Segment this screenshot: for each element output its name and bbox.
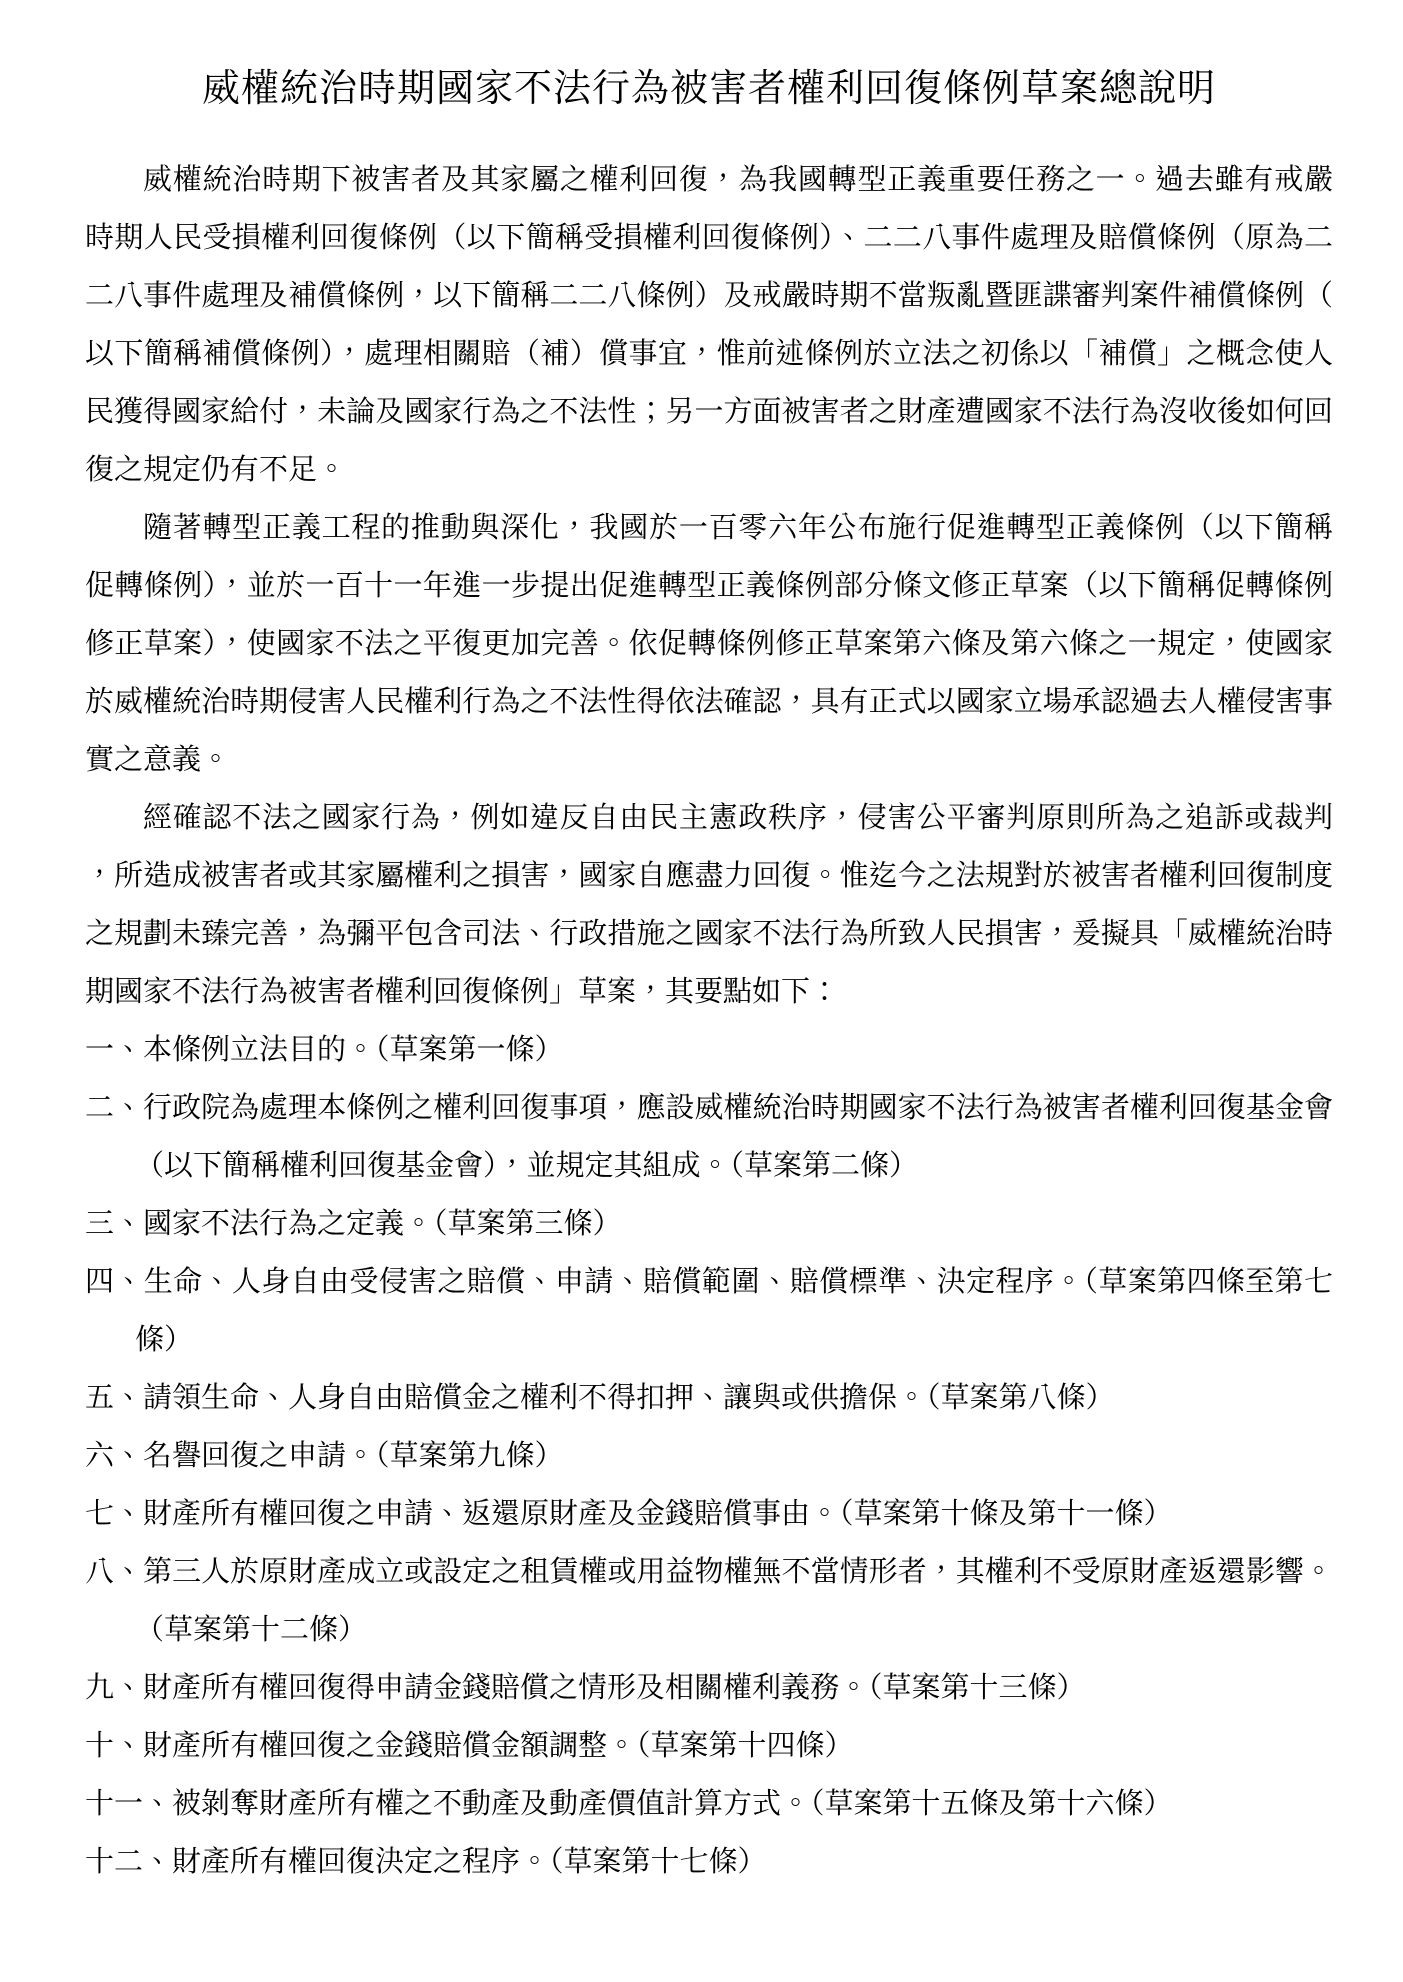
- key-point-item: [85, 1079, 1333, 1195]
- key-point-item: [85, 1775, 1333, 1833]
- paragraph-line: 實之意義。: [85, 744, 231, 776]
- paragraph-line: 二八事件處理及補償條例，以下簡稱二二八條例）及戒嚴時期不當叛亂暨匪諜審判案件補償條例（: [85, 280, 1333, 312]
- key-point-line: 一、本條例立法目的。（草案第一條）: [85, 1034, 564, 1066]
- key-point-line: （草案第十二條）: [135, 1614, 368, 1646]
- paragraph-line: 期國家不法行為被害者權利回復條例」草案，其要點如下：: [85, 976, 840, 1008]
- key-point-line: 五、請領生命、人身自由賠償金之權利不得扣押、讓與或供擔保。（草案第八條）: [85, 1382, 1115, 1414]
- key-point-line: 條）: [135, 1324, 194, 1356]
- key-point-line: 四、生命、人身自由受侵害之賠償、申請、賠償範圍、賠償標準、決定程序。（草案第四條至第七: [85, 1266, 1333, 1298]
- key-point-line: （以下簡稱權利回復基金會），並規定其組成。（草案第二條）: [135, 1150, 919, 1182]
- paragraph-line: 民獲得國家給付，未論及國家行為之不法性；另一方面被害者之財產遭國家不法行為沒收後如何回: [85, 396, 1333, 428]
- key-point-line: 十、財產所有權回復之金錢賠償金額調整。（草案第十四條）: [85, 1730, 854, 1762]
- document-body: [85, 151, 1333, 1891]
- key-point-item: [85, 1833, 1333, 1891]
- paragraph: [85, 151, 1333, 499]
- key-point-item: [85, 1485, 1333, 1543]
- paragraph-line: 促轉條例），並於一百十一年進一步提出促進轉型正義條例部分條文修正草案（以下簡稱促轉條例: [85, 570, 1333, 602]
- key-point-item: [85, 1427, 1333, 1485]
- paragraph-line: 經確認不法之國家行為，例如違反自由民主憲政秩序，侵害公平審判原則所為之追訴或裁判: [143, 802, 1333, 834]
- key-point-line: 十二、財產所有權回復決定之程序。（草案第十七條）: [85, 1846, 767, 1878]
- key-point-line: 二、行政院為處理本條例之權利回復事項，應設威權統治時期國家不法行為被害者權利回復基金會: [85, 1092, 1333, 1124]
- key-point-line: 九、財產所有權回復得申請金錢賠償之情形及相關權利義務。（草案第十三條）: [85, 1672, 1086, 1704]
- key-point-line: 十一、被剝奪財產所有權之不動產及動產價值計算方式。（草案第十五條及第十六條）: [85, 1788, 1173, 1820]
- key-point-item: [85, 1253, 1333, 1369]
- key-point-item: [85, 1717, 1333, 1775]
- paragraph-line: 隨著轉型正義工程的推動與深化，我國於一百零六年公布施行促進轉型正義條例（以下簡稱: [143, 512, 1333, 544]
- paragraph-line: 之規劃未臻完善，為彌平包含司法、行政措施之國家不法行為所致人民損害，爰擬具「威權統治時: [85, 918, 1333, 950]
- key-point-item: [85, 1369, 1333, 1427]
- key-point-line: 七、財產所有權回復之申請、返還原財產及金錢賠償事由。（草案第十條及第十一條）: [85, 1498, 1173, 1530]
- paragraph-line: 修正草案），使國家不法之平復更加完善。依促轉條例修正草案第六條及第六條之一規定，使國家: [85, 628, 1333, 660]
- paragraph-line: 於威權統治時期侵害人民權利行為之不法性得依法確認，具有正式以國家立場承認過去人權侵害事: [85, 686, 1333, 718]
- paragraph-line: 以下簡稱補償條例），處理相關賠（補）償事宜，惟前述條例於立法之初係以「補償」之概念使人: [85, 338, 1333, 370]
- paragraph-line: 威權統治時期下被害者及其家屬之權利回復，為我國轉型正義重要任務之一。過去雖有戒嚴: [143, 164, 1333, 196]
- key-point-item: [85, 1543, 1333, 1659]
- paragraph-line: 復之規定仍有不足。: [85, 454, 347, 486]
- paragraph: [85, 789, 1333, 1021]
- key-point-item: [85, 1021, 1333, 1079]
- key-point-item: [85, 1659, 1333, 1717]
- key-points-list: [85, 1021, 1333, 1891]
- key-point-item: [85, 1195, 1333, 1253]
- paragraph: [85, 499, 1333, 789]
- paragraph-line: ，所造成被害者或其家屬權利之損害，國家自應盡力回復。惟迄今之法規對於被害者權利回復制度: [85, 860, 1333, 892]
- key-point-line: 三、國家不法行為之定義。（草案第三條）: [85, 1208, 622, 1240]
- paragraph-line: 時期人民受損權利回復條例（以下簡稱受損權利回復條例）、二二八事件處理及賠償條例（原為二: [85, 222, 1333, 254]
- key-point-line: 六、名譽回復之申請。（草案第九條）: [85, 1440, 564, 1472]
- document-title: 威權統治時期國家不法行為被害者權利回復條例草案總說明: [201, 68, 1216, 110]
- key-point-line: 八、第三人於原財產成立或設定之租賃權或用益物權無不當情形者，其權利不受原財產返還影響。: [85, 1556, 1333, 1588]
- intro-paragraphs: [85, 151, 1333, 1021]
